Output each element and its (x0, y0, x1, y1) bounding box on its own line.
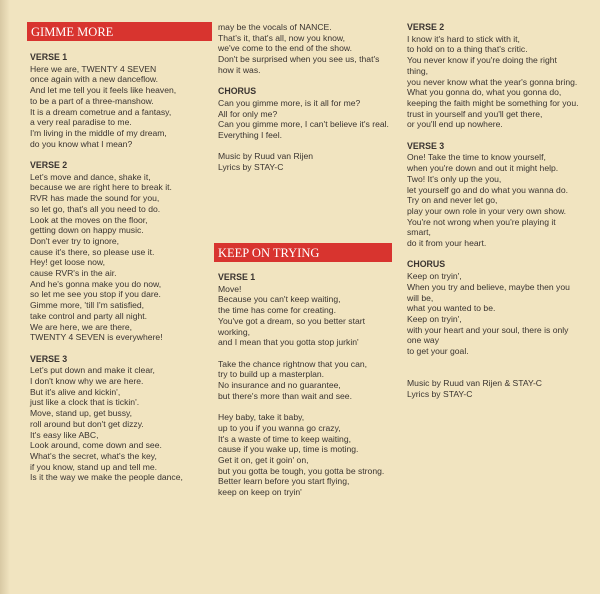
lyric-line: Lyrics by STAY-C (218, 162, 284, 173)
lyrics-column-2-bottom (218, 272, 398, 498)
lyric-line: That's it, that's all, now you know, (218, 32, 345, 43)
lyric-line: a very real paradise to me. (30, 117, 132, 128)
lyric-line: Better learn before you start flying, (218, 476, 350, 487)
lyric-line: how it was. (218, 64, 261, 75)
stanza-gap (218, 348, 398, 359)
lyric-line: All for only me? (218, 108, 278, 119)
lyric-line: trust in yourself and you'll get there, (407, 108, 543, 119)
stanza-gap (407, 367, 587, 378)
stanza-gap (218, 141, 398, 152)
lyric-line: and I mean that you gotta stop jurkin' (218, 337, 359, 348)
lyric-line: or you'll end up nowhere. (407, 119, 503, 130)
lyric-line: Keep on tryin', (407, 271, 462, 282)
lyric-line: Gimme more, 'till I'm satisfied, (30, 300, 145, 311)
lyric-line: with your heart and your soul, there is only (407, 324, 569, 335)
lyrics-column-1 (30, 52, 212, 483)
section-heading: VERSE 1 (30, 52, 68, 62)
section-heading: VERSE 3 (30, 353, 68, 364)
lyric-line: the time has come for creating. (218, 305, 336, 316)
lyric-line: cause RVR's in the air. (30, 268, 117, 279)
lyrics-column-3 (407, 22, 587, 400)
lyric-line: We are here, we are there, (30, 321, 133, 332)
section-heading: VERSE 3 (407, 140, 445, 151)
lyric-line: And he's gonna make you do now, (30, 278, 162, 289)
lyric-line: Get it on, get it goin' on, (218, 454, 309, 465)
lyric-line: keeping the faith might be something for you. (407, 97, 579, 108)
lyric-line: so let me see you stop if you dare. (30, 289, 161, 300)
lyric-line: It is a dream cometrue and a fantasy, (30, 106, 172, 117)
lyric-line: Hey baby, take it baby, (218, 412, 305, 423)
lyric-line: Take the chance rightnow that you can, (218, 358, 368, 369)
stanza-gap (218, 76, 398, 87)
lyric-line: TWENTY 4 SEVEN is everywhere! (30, 332, 163, 343)
lyric-line: Look around, come down and see. (30, 440, 162, 451)
lyric-line: Is it the way we make the people dance, (30, 472, 183, 483)
stanza-gap (30, 343, 212, 354)
lyric-line: And let me tell you it feels like heaven, (30, 85, 177, 96)
lyric-line: Keep on tryin', (407, 313, 462, 324)
lyric-line: Two! It's only up the you, (407, 173, 502, 184)
lyric-line: I don't know why we are here. (30, 376, 144, 387)
lyric-line: Let's put down and make it clear, (30, 365, 155, 376)
lyric-line: Can you gimme more, is it all for me? (218, 97, 361, 108)
lyric-line: Don't ever try to ignore, (30, 235, 120, 246)
lyric-line: Don't be surprised when you see us, that's (218, 54, 380, 65)
lyric-line: may be the vocals of NANCE. (218, 22, 332, 32)
stanza-gap (218, 401, 398, 412)
lyric-line: we've come to the end of the show. (218, 43, 352, 54)
lyric-line: one way (407, 335, 440, 346)
lyric-line: Let's move and dance, shake it, (30, 171, 151, 182)
lyric-line: what you wanted to be. (407, 303, 496, 314)
lyric-line: take control and party all night. (30, 310, 148, 321)
lyric-line: When you try and believe, maybe then you (407, 281, 570, 292)
lyric-line: to get your goal. (407, 346, 469, 357)
lyric-line: Look at the moves on the floor, (30, 214, 148, 225)
lyric-line: What's the secret, what's the key, (30, 450, 157, 461)
lyric-line: when you're down and out it might help. (407, 163, 559, 174)
lyric-line: Move! (218, 283, 242, 294)
lyric-line: to be a part of a three-manshow. (30, 95, 154, 106)
lyric-line: Move, stand up, get bussy, (30, 408, 133, 419)
section-heading: VERSE 2 (30, 160, 68, 171)
stanza-gap (407, 357, 587, 368)
stanza-gap (407, 249, 587, 260)
lyric-line: Can you gimme more, I can't believe it's real. (218, 119, 389, 130)
lyric-line: so let go, that's all you need to do. (30, 203, 161, 214)
lyric-line: No insurance and no guarantee, (218, 380, 341, 391)
lyric-line: roll around but don't get dizzy. (30, 418, 144, 429)
lyric-line: but there's more than wait and see. (218, 390, 352, 401)
lyric-line: play your own role in your very own show. (407, 205, 567, 216)
lyric-line: But it's alive and kickin', (30, 386, 121, 397)
lyric-line: Try on and never let go, (407, 195, 498, 206)
lyric-line: up to you if you wanna go crazy, (218, 422, 341, 433)
lyric-line: You're not wrong when you're playing it (407, 216, 556, 227)
stanza-gap (30, 149, 212, 160)
lyric-line: but you gotta be tough, you gotta be strong. (218, 465, 385, 476)
lyric-line: do it from your heart. (407, 238, 487, 249)
lyric-line: Music by Ruud van Rijen & STAY-C (407, 378, 543, 389)
section-heading: CHORUS (407, 259, 446, 270)
lyric-line: cause if you wake up, time is moting. (218, 444, 359, 455)
lyrics-column-2-top (218, 22, 398, 173)
lyric-line: Hey! get loose now, (30, 257, 106, 268)
lyric-line: once again with a new danceflow. (30, 74, 159, 85)
lyric-line: getting down on happy music. (30, 225, 144, 236)
lyric-line: I know it's hard to stick with it, (407, 33, 520, 44)
lyric-line: You've got a dream, so you better start (218, 315, 366, 326)
lyric-line: try to build up a masterplan. (218, 369, 325, 380)
section-heading: CHORUS (218, 86, 257, 97)
lyric-line: smart, (407, 227, 431, 238)
lyric-line: because we are right here to break it. (30, 182, 172, 193)
lyric-line: Because you can't keep waiting, (218, 294, 341, 305)
lyric-line: to hold on to a thing that's critic. (407, 44, 528, 55)
lyric-line: cause it's there, so please use it. (30, 246, 155, 257)
lyric-line: You never know if you're doing the right (407, 55, 557, 66)
lyric-line: It's a waste of time to keep waiting, (218, 433, 351, 444)
lyric-line: RVR has made the sound for you, (30, 193, 160, 204)
page-fold-shadow (0, 0, 10, 594)
lyric-line: Lyrics by STAY-C (407, 388, 473, 399)
lyric-line: let yourself go and do what you wanna do. (407, 184, 569, 195)
lyric-line: Here we are, TWENTY 4 SEVEN (30, 63, 157, 74)
lyric-line: will be, (407, 292, 434, 303)
lyric-line: working, (218, 326, 250, 337)
song-title-gimme-more: GIMME MORE (27, 22, 212, 41)
lyric-line: do you know what I mean? (30, 138, 133, 149)
lyric-line: It's easy like ABC, (30, 429, 99, 440)
lyric-line: What you gonna do, what you gonna do, (407, 87, 562, 98)
lyric-line: Music by Ruud van Rijen (218, 151, 314, 162)
lyric-line: if you know, stand up and tell me. (30, 461, 158, 472)
lyric-line: keep on keep on tryin' (218, 487, 302, 498)
lyric-line: you never know what the year's gonna bring. (407, 76, 578, 87)
lyric-line: just like a clock that is tickin'. (30, 397, 140, 408)
stanza-gap (407, 130, 587, 141)
lyric-line: Everything I feel. (218, 130, 283, 141)
song-title-keep-on-trying: KEEP ON TRYING (214, 243, 392, 262)
lyric-line: thing, (407, 65, 429, 76)
section-heading: VERSE 2 (407, 22, 445, 32)
section-heading: VERSE 1 (218, 272, 256, 282)
lyric-line: One! Take the time to know yourself, (407, 152, 546, 163)
lyric-line: I'm living in the middle of my dream, (30, 127, 167, 138)
